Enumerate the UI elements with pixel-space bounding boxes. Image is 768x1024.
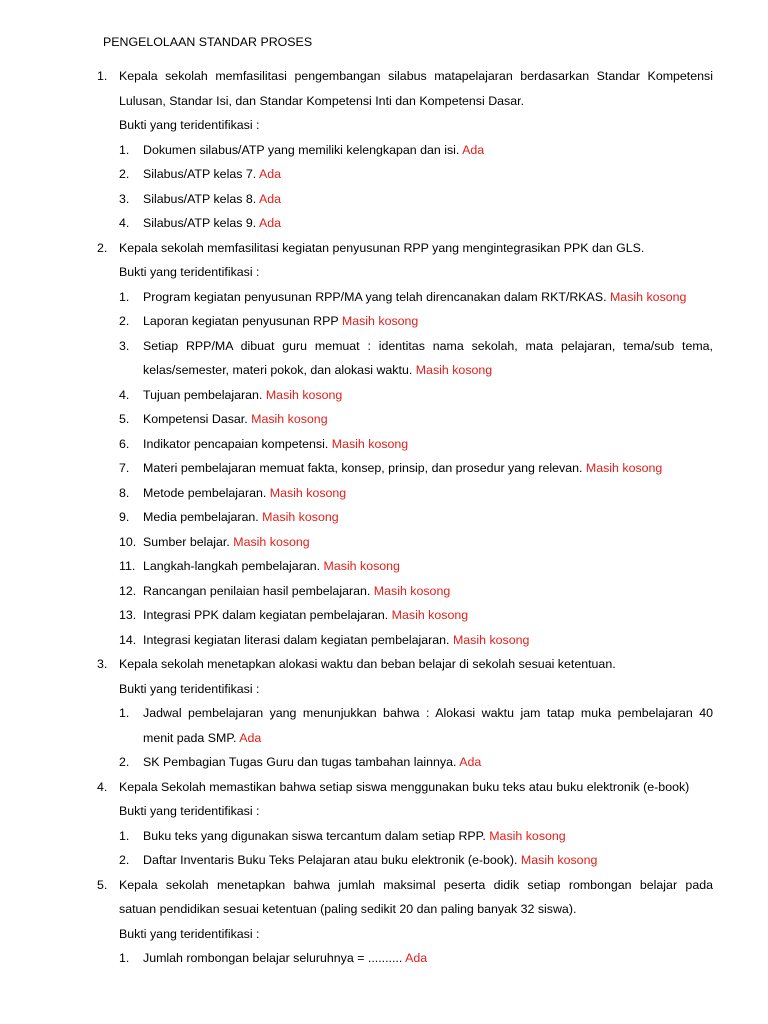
list-item — [143, 312, 418, 330]
item-number: 8. — [119, 486, 130, 500]
status-label: Masih kosong — [251, 412, 328, 426]
item-number: 1. — [119, 951, 130, 965]
list-item — [143, 533, 310, 551]
list-item — [143, 508, 339, 526]
item-text: Setiap RPP/MA dibuat guru memuat : identitas nama sekolah, mata pelajaran, tema/sub tema, — [143, 339, 713, 353]
item-text: Integrasi PPK dalam kegiatan pembelajaran. — [143, 608, 389, 622]
section-number: 2. — [97, 241, 108, 255]
list-item — [143, 631, 529, 649]
evidence-label: Bukti yang teridentifikasi : — [119, 804, 260, 818]
item-text: Indikator pencapaian kompetensi. — [143, 437, 329, 451]
list-item — [143, 386, 342, 404]
page-title: PENGELOLAAN STANDAR PROSES — [103, 35, 313, 49]
item-text: Silabus/ATP kelas 9. — [143, 216, 257, 230]
item-text: Buku teks yang digunakan siswa tercantum dalam setiap RPP. — [143, 829, 486, 843]
status-label: Masih kosong — [520, 853, 598, 867]
item-number: 9. — [119, 510, 130, 524]
list-item — [143, 729, 261, 747]
item-number: 14. — [119, 633, 137, 647]
list-item — [143, 582, 450, 600]
list-item — [143, 165, 281, 183]
item-number: 2. — [119, 853, 130, 867]
status-label: Ada — [258, 216, 281, 230]
status-label: Masih kosong — [323, 559, 400, 573]
item-text: Rancangan penilaian hasil pembelajaran. — [143, 584, 371, 598]
item-number: 10. — [119, 535, 137, 549]
item-number: 3. — [119, 192, 130, 206]
list-item — [143, 851, 597, 869]
status-label: Masih kosong — [415, 363, 493, 377]
item-text: kelas/semester, materi pokok, dan alokasi waktu. — [143, 363, 413, 377]
status-label: Masih kosong — [341, 314, 419, 328]
list-item — [143, 214, 281, 232]
evidence-label: Bukti yang teridentifikasi : — [119, 118, 260, 132]
status-label: Masih kosong — [452, 633, 530, 647]
list-item — [143, 190, 281, 208]
status-label: Ada — [462, 143, 485, 157]
list-item — [143, 141, 484, 159]
item-number: 1. — [119, 143, 130, 157]
list-item — [143, 949, 427, 967]
item-number: 2. — [119, 167, 130, 181]
item-text: Integrasi kegiatan literasi dalam kegiatan pembelajaran. — [143, 633, 450, 647]
section-text: Kepala sekolah memfasilitasi kegiatan penyusunan RPP yang mengintegrasikan PPK dan GLS. — [119, 241, 645, 255]
item-text: menit pada SMP. — [143, 731, 237, 745]
list-item — [143, 827, 566, 845]
item-number: 13. — [119, 608, 137, 622]
item-text: Jadwal pembelajaran yang menunjukkan bahwa : Alokasi waktu jam tatap muka pembelajaran 40 — [143, 706, 713, 720]
item-text: Daftar Inventaris Buku Teks Pelajaran atau buku elektronik (e-book). — [143, 853, 518, 867]
list-item — [143, 606, 468, 624]
list-item — [143, 361, 492, 379]
item-number: 1. — [119, 290, 130, 304]
status-label: Masih kosong — [373, 584, 451, 598]
status-label: Masih kosong — [269, 486, 347, 500]
item-text: Sumber belajar. — [143, 535, 230, 549]
status-label: Ada — [405, 951, 428, 965]
item-number: 4. — [119, 216, 130, 230]
section-number: 3. — [97, 657, 108, 671]
item-text: Metode pembelajaran. — [143, 486, 267, 500]
item-number: 3. — [119, 339, 130, 353]
item-number: 5. — [119, 412, 130, 426]
item-text: Kompetensi Dasar. — [143, 412, 248, 426]
item-number: 2. — [119, 755, 130, 769]
evidence-label: Bukti yang teridentifikasi : — [119, 682, 260, 696]
item-text: Silabus/ATP kelas 8. — [143, 192, 257, 206]
item-text: Silabus/ATP kelas 7. — [143, 167, 257, 181]
item-number: 6. — [119, 437, 130, 451]
evidence-label: Bukti yang teridentifikasi : — [119, 265, 260, 279]
list-item — [143, 435, 408, 453]
list-item — [143, 557, 400, 575]
list-item — [143, 410, 328, 428]
item-number: 12. — [119, 584, 137, 598]
section-text: satuan pendidikan sesuai ketentuan (paling sedikit 20 dan paling banyak 32 siswa). — [119, 902, 577, 916]
item-number: 2. — [119, 314, 130, 328]
item-text: Tujuan pembelajaran. — [143, 388, 263, 402]
item-number: 4. — [119, 388, 130, 402]
item-number: 11. — [119, 559, 136, 573]
status-label: Masih kosong — [585, 461, 663, 475]
evidence-label: Bukti yang teridentifikasi : — [119, 927, 260, 941]
status-label: Ada — [258, 192, 281, 206]
status-label: Ada — [459, 755, 482, 769]
status-label: Masih kosong — [331, 437, 409, 451]
list-item — [143, 753, 481, 771]
item-number: 1. — [119, 706, 130, 720]
item-text: Materi pembelajaran memuat fakta, konsep, prinsip, dan prosedur yang relevan. — [143, 461, 583, 475]
item-text: Langkah-langkah pembelajaran. — [143, 559, 321, 573]
status-label: Masih kosong — [609, 290, 687, 304]
status-label: Masih kosong — [262, 510, 339, 524]
list-item — [143, 459, 662, 477]
item-text: Dokumen silabus/ATP yang memiliki kelengkapan dan isi. — [143, 143, 460, 157]
item-number: 1. — [119, 829, 130, 843]
section-text: Kepala sekolah menetapkan bahwa jumlah maksimal peserta didik setiap rombongan belajar pada — [119, 878, 713, 892]
status-label: Ada — [239, 731, 262, 745]
status-label: Masih kosong — [489, 829, 566, 843]
section-text: Kepala sekolah menetapkan alokasi waktu dan beban belajar di sekolah sesuai ketentuan. — [119, 657, 616, 671]
list-item — [143, 288, 686, 306]
section-number: 5. — [97, 878, 108, 892]
section-text: Lulusan, Standar Isi, dan Standar Kompetensi Inti dan Kompetensi Dasar. — [119, 94, 525, 108]
item-number: 7. — [119, 461, 130, 475]
list-item — [143, 484, 346, 502]
item-text: SK Pembagian Tugas Guru dan tugas tambahan lainnya. — [143, 755, 457, 769]
section-number: 1. — [97, 69, 108, 83]
status-label: Masih kosong — [265, 388, 343, 402]
item-text: Program kegiatan penyusunan RPP/MA yang telah direncanakan dalam RKT/RKAS. — [143, 290, 607, 304]
item-text: Laporan kegiatan penyusunan RPP — [143, 314, 339, 328]
section-text: Kepala Sekolah memastikan bahwa setiap siswa menggunakan buku teks atau buku elektronik (e-book) — [119, 780, 690, 794]
item-text: Media pembelajaran. — [143, 510, 259, 524]
status-label: Masih kosong — [391, 608, 469, 622]
status-label: Masih kosong — [233, 535, 310, 549]
section-number: 4. — [97, 780, 108, 794]
item-text: Jumlah rombongan belajar seluruhnya = .......... — [143, 951, 403, 965]
section-text: Kepala sekolah memfasilitasi pengembangan silabus matapelajaran berdasarkan Standar Kompetensi — [119, 69, 713, 83]
status-label: Ada — [258, 167, 281, 181]
